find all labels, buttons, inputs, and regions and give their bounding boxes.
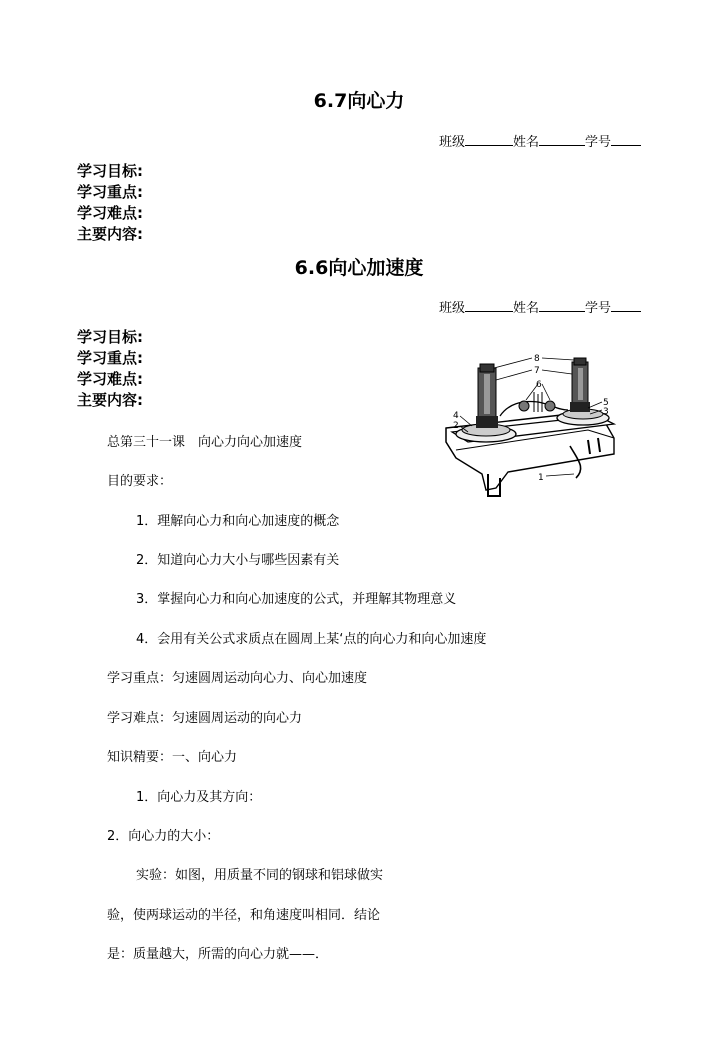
section1-goals-label: 学习目标: [77, 162, 143, 180]
figure-label-1: 1 [538, 473, 544, 483]
class-label: 班级 [438, 135, 465, 150]
number-blank [611, 299, 641, 312]
section1-key-label: 学习重点: [77, 183, 143, 201]
requirement-item: 3．掌握向心力和向心加速度的公式，并理解其物理意义 [136, 592, 457, 607]
section2-difficulty-label: 学习难点: [77, 370, 143, 388]
requirements-label: 目的要求： [107, 474, 173, 489]
lesson-heading: 总第三十一课 向心力向心加速度 [107, 435, 303, 450]
section1-difficulty-label: 学习难点: [77, 204, 143, 222]
figure-label-7: 7 [534, 366, 540, 376]
section1-content-label: 主要内容: [77, 225, 143, 243]
experiment-line: 验，使两球运动的半径，和角速度叫相同．结论 [107, 908, 381, 923]
number-label: 学号 [584, 135, 611, 150]
name-blank [539, 299, 585, 312]
section2-title: 6.6向心加速度 [294, 257, 424, 279]
experiment-line: 是：质量越大，所需的向心力就——． [107, 947, 329, 962]
class-blank [465, 133, 513, 146]
figure-label-6: 6 [536, 380, 542, 390]
name-blank [539, 133, 585, 146]
name-label: 姓名 [512, 135, 539, 150]
number-blank [611, 133, 641, 146]
figure-label-8: 8 [534, 354, 540, 364]
section2-content-label: 主要内容: [77, 391, 143, 409]
requirement-item: 4．会用有关公式求质点在圆周上某‘点的向心力和向心加速度 [136, 632, 487, 647]
class-label: 班级 [438, 301, 465, 316]
figure-label-3: 3 [603, 407, 609, 417]
knowledge-item-1: 1．向心力及其方向： [136, 790, 262, 805]
section2-goals-label: 学习目标: [77, 328, 143, 346]
experiment-line: 实验：如图，用质量不同的钢球和铝球做实 [136, 868, 384, 883]
key-point: 学习重点：匀速圆周运动向心力、向心加速度 [107, 671, 368, 686]
knowledge-item-2: 2．向心力的大小： [107, 829, 220, 844]
name-label: 姓名 [512, 301, 539, 316]
figure-label-4: 4 [453, 411, 459, 421]
figure-label-2: 2 [453, 421, 459, 431]
centripetal-force-apparatus-figure [438, 350, 638, 505]
section1-title: 6.7向心力 [313, 90, 405, 112]
difficulty: 学习难点：匀速圆周运动的向心力 [107, 711, 303, 726]
figure-label-5: 5 [603, 398, 609, 408]
knowledge-summary: 知识精要：一、向心力 [107, 750, 238, 765]
section1-student-info [439, 131, 641, 150]
class-blank [465, 299, 513, 312]
requirement-item: 2．知道向心力大小与哪些因素有关 [136, 553, 340, 568]
number-label: 学号 [584, 301, 611, 316]
requirement-item: 1．理解向心力和向心加速度的概念 [136, 514, 340, 529]
section2-student-info [439, 297, 641, 316]
section2-key-label: 学习重点: [77, 349, 143, 367]
